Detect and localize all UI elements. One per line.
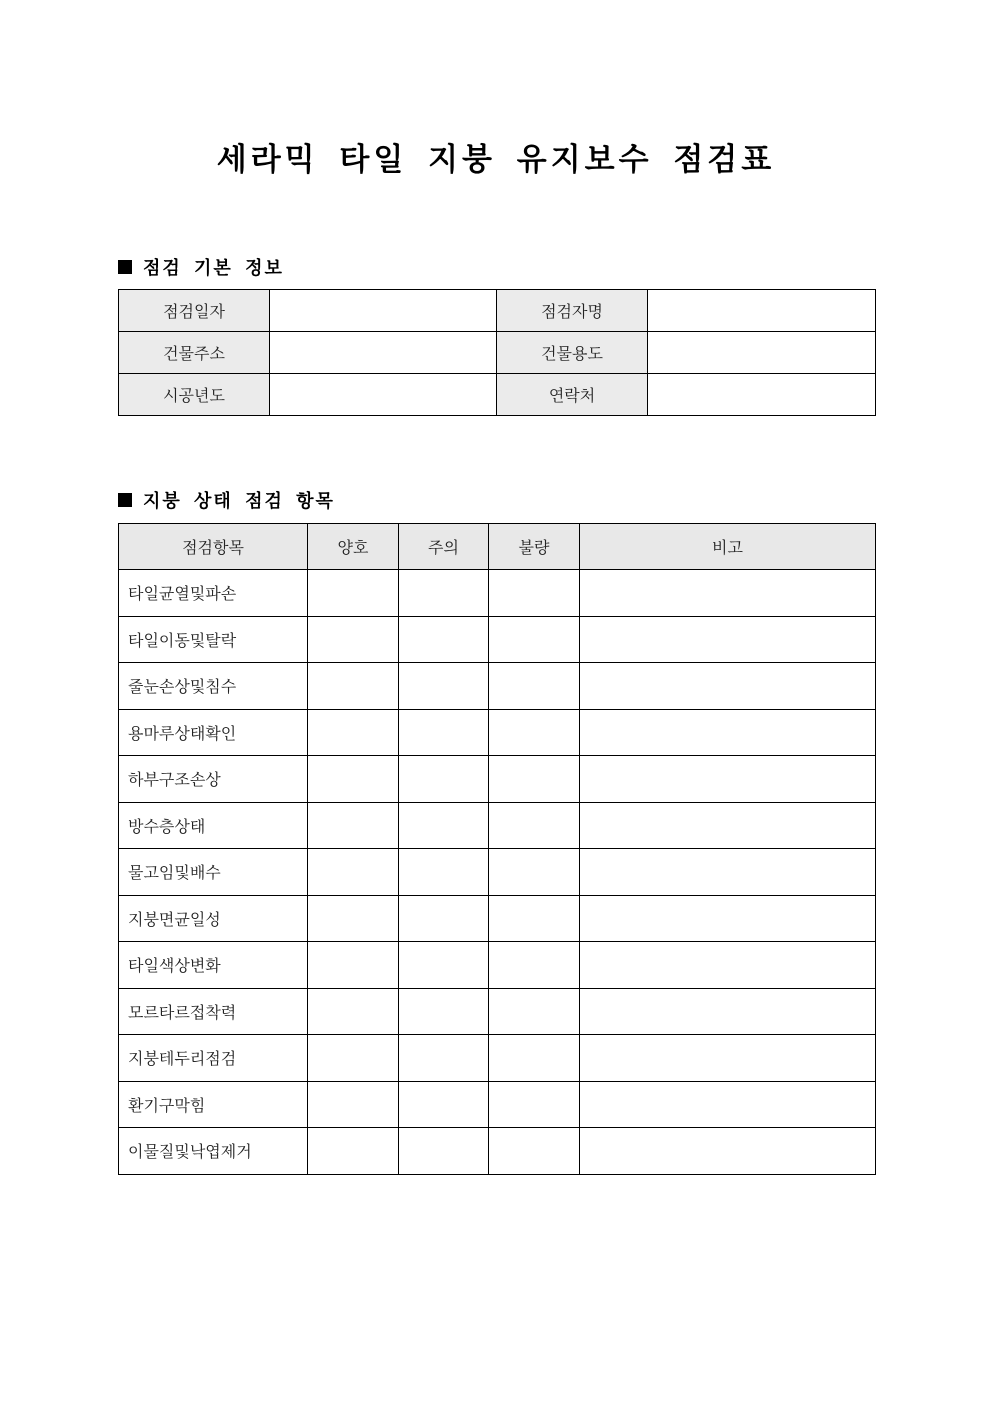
field-value-input[interactable] <box>648 374 876 416</box>
field-value-input[interactable] <box>270 290 497 332</box>
note-input-cell[interactable] <box>580 1081 876 1128</box>
check-item-label: 모르타르접착력 <box>119 988 308 1035</box>
table-row <box>119 570 876 617</box>
note-input-cell[interactable] <box>580 756 876 803</box>
caution-check-cell[interactable] <box>399 802 489 849</box>
field-label: 연락처 <box>497 374 648 416</box>
field-value-input[interactable] <box>648 332 876 374</box>
field-value-input[interactable] <box>648 290 876 332</box>
good-check-cell[interactable] <box>308 849 399 896</box>
bad-check-cell[interactable] <box>489 942 580 989</box>
column-header-caution: 주의 <box>399 524 489 570</box>
note-input-cell[interactable] <box>580 802 876 849</box>
document-title: 세라믹 타일 지붕 유지보수 점검표 <box>216 142 776 178</box>
caution-check-cell[interactable] <box>399 942 489 989</box>
caution-check-cell[interactable] <box>399 849 489 896</box>
field-label: 건물주소 <box>119 332 270 374</box>
note-input-cell[interactable] <box>580 849 876 896</box>
column-header-good: 양호 <box>308 524 399 570</box>
table-row <box>119 709 876 756</box>
good-check-cell[interactable] <box>308 1128 399 1175</box>
check-item-label: 지붕면균일성 <box>119 895 308 942</box>
good-check-cell[interactable] <box>308 756 399 803</box>
caution-check-cell[interactable] <box>399 709 489 756</box>
table-header-row <box>119 524 876 570</box>
note-input-cell[interactable] <box>580 709 876 756</box>
good-check-cell[interactable] <box>308 988 399 1035</box>
check-item-label: 줄눈손상및침수 <box>119 663 308 710</box>
note-input-cell[interactable] <box>580 1128 876 1175</box>
caution-check-cell[interactable] <box>399 616 489 663</box>
table-row <box>119 988 876 1035</box>
bad-check-cell[interactable] <box>489 1035 580 1082</box>
bad-check-cell[interactable] <box>489 616 580 663</box>
caution-check-cell[interactable] <box>399 1128 489 1175</box>
bad-check-cell[interactable] <box>489 988 580 1035</box>
note-input-cell[interactable] <box>580 570 876 617</box>
roof-check-heading <box>118 487 335 513</box>
bad-check-cell[interactable] <box>489 570 580 617</box>
good-check-cell[interactable] <box>308 1035 399 1082</box>
table-row <box>119 663 876 710</box>
field-label: 점검일자 <box>119 290 270 332</box>
column-header-bad: 불량 <box>489 524 580 570</box>
check-item-label: 용마루상태확인 <box>119 709 308 756</box>
caution-check-cell[interactable] <box>399 895 489 942</box>
table-row <box>119 756 876 803</box>
bad-check-cell[interactable] <box>489 709 580 756</box>
caution-check-cell[interactable] <box>399 988 489 1035</box>
check-item-label: 물고임및배수 <box>119 849 308 896</box>
table-row <box>119 332 876 374</box>
caution-check-cell[interactable] <box>399 756 489 803</box>
good-check-cell[interactable] <box>308 895 399 942</box>
caution-check-cell[interactable] <box>399 570 489 617</box>
good-check-cell[interactable] <box>308 709 399 756</box>
table-row <box>119 374 876 416</box>
table-row <box>119 942 876 989</box>
column-header-item: 점검항목 <box>119 524 308 570</box>
bad-check-cell[interactable] <box>489 1128 580 1175</box>
check-item-label: 이물질및낙엽제거 <box>119 1128 308 1175</box>
check-item-label: 타일색상변화 <box>119 942 308 989</box>
field-value-input[interactable] <box>270 332 497 374</box>
good-check-cell[interactable] <box>308 1081 399 1128</box>
check-item-label: 하부구조손상 <box>119 756 308 803</box>
basic-info-heading <box>118 254 284 280</box>
column-header-note: 비고 <box>580 524 876 570</box>
caution-check-cell[interactable] <box>399 1035 489 1082</box>
good-check-cell[interactable] <box>308 942 399 989</box>
good-check-cell[interactable] <box>308 616 399 663</box>
caution-check-cell[interactable] <box>399 1081 489 1128</box>
check-item-label: 타일이동및탈락 <box>119 616 308 663</box>
check-item-label: 방수층상태 <box>119 802 308 849</box>
good-check-cell[interactable] <box>308 663 399 710</box>
check-item-label: 타일균열및파손 <box>119 570 308 617</box>
note-input-cell[interactable] <box>580 988 876 1035</box>
basic-info-table <box>118 289 876 416</box>
good-check-cell[interactable] <box>308 570 399 617</box>
bad-check-cell[interactable] <box>489 802 580 849</box>
field-value-input[interactable] <box>270 374 497 416</box>
field-label: 점검자명 <box>497 290 648 332</box>
field-label: 건물용도 <box>497 332 648 374</box>
note-input-cell[interactable] <box>580 895 876 942</box>
black-square-bullet-icon <box>118 493 132 507</box>
bad-check-cell[interactable] <box>489 756 580 803</box>
table-row <box>119 1128 876 1175</box>
table-row <box>119 290 876 332</box>
table-row <box>119 802 876 849</box>
note-input-cell[interactable] <box>580 942 876 989</box>
bad-check-cell[interactable] <box>489 895 580 942</box>
note-input-cell[interactable] <box>580 616 876 663</box>
table-row <box>119 849 876 896</box>
field-label: 시공년도 <box>119 374 270 416</box>
check-item-label: 지붕테두리점검 <box>119 1035 308 1082</box>
basic-info-heading-text: 점검 기본 정보 <box>143 258 284 279</box>
table-row <box>119 616 876 663</box>
black-square-bullet-icon <box>118 260 132 274</box>
roof-check-table <box>118 523 876 1175</box>
table-row <box>119 895 876 942</box>
bad-check-cell[interactable] <box>489 1081 580 1128</box>
roof-check-heading-text: 지붕 상태 점검 항목 <box>143 491 335 512</box>
good-check-cell[interactable] <box>308 802 399 849</box>
table-row <box>119 1081 876 1128</box>
check-item-label: 환기구막힘 <box>119 1081 308 1128</box>
bad-check-cell[interactable] <box>489 849 580 896</box>
caution-check-cell[interactable] <box>399 663 489 710</box>
note-input-cell[interactable] <box>580 663 876 710</box>
table-row <box>119 1035 876 1082</box>
note-input-cell[interactable] <box>580 1035 876 1082</box>
bad-check-cell[interactable] <box>489 663 580 710</box>
